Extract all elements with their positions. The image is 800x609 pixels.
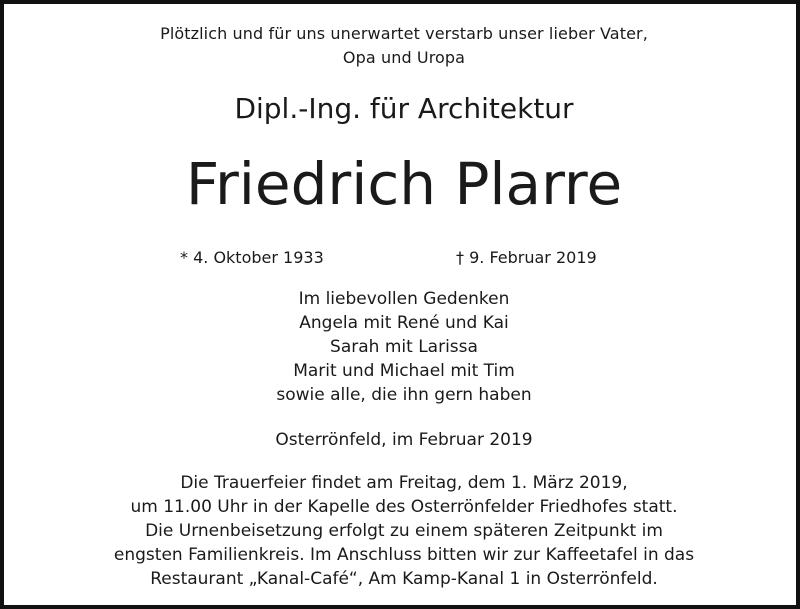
notice-line: Restaurant „Kanal-Café“, Am Kamp-Kanal 1 in Osterrönfeld. [150, 569, 658, 589]
notice-line: um 11.00 Uhr in der Kapelle des Osterrönfelder Friedhofes statt. [130, 497, 678, 517]
intro-line-1: Plötzlich und für uns unerwartet verstarb unser lieber Vater, [160, 24, 648, 43]
mourners-line: Marit und Michael mit Tim [293, 361, 515, 381]
mourners-line: Angela mit René und Kai [299, 313, 509, 333]
place-and-date: Osterrönfeld, im Februar 2019 [275, 430, 533, 450]
mourners-list [4, 287, 800, 407]
birth-date: * 4. Oktober 1933 [180, 248, 324, 267]
funeral-notice [4, 471, 800, 591]
notice-line: Die Urnenbeisetzung erfolgt zu einem späteren Zeitpunkt im [145, 521, 663, 541]
mourners-line: sowie alle, die ihn gern haben [276, 385, 532, 405]
death-date: † 9. Februar 2019 [456, 248, 597, 267]
intro-line-2: Opa und Uropa [342, 48, 466, 67]
professional-title: Dipl.-Ing. für Architektur [234, 92, 574, 125]
notice-line: engsten Familienkreis. Im Anschluss bitten wir zur Kaffeetafel in das [113, 545, 695, 565]
mourners-line: Im liebevollen Gedenken [298, 289, 510, 309]
deceased-name: Friedrich Plarre [185, 150, 623, 218]
mourners-line: Sarah mit Larissa [330, 337, 478, 357]
notice-line: Die Trauerfeier findet am Freitag, dem 1. März 2019, [180, 473, 628, 493]
